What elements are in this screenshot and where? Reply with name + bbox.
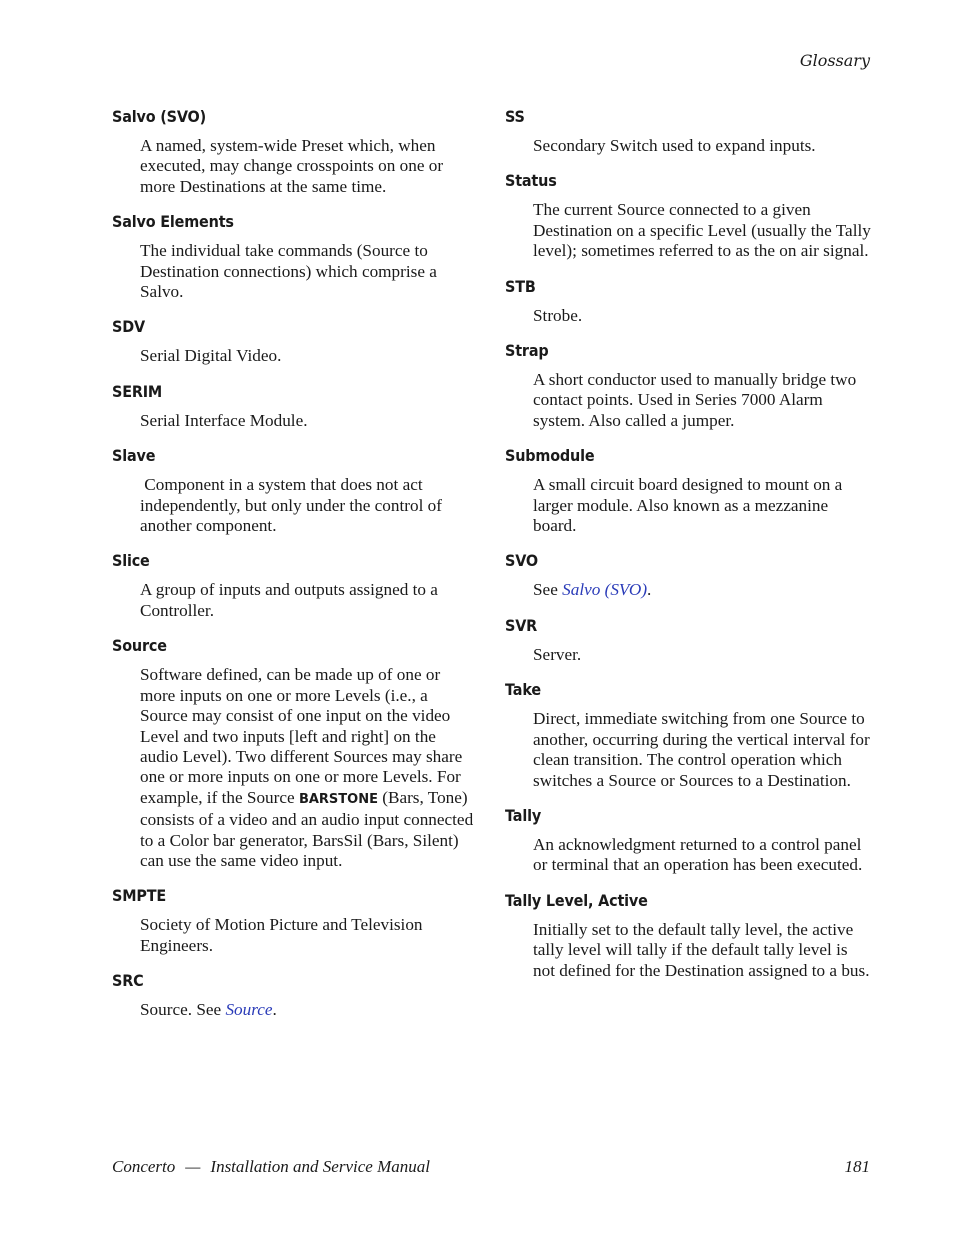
glossary-entry bbox=[505, 340, 873, 431]
glossary-term: Slice bbox=[112, 551, 150, 571]
glossary-term: Strap bbox=[505, 341, 549, 361]
cross-reference-link[interactable]: Source bbox=[225, 1000, 273, 1020]
glossary-entry bbox=[112, 635, 480, 871]
glossary-definition bbox=[140, 1000, 480, 1020]
definition-text: Software defined, can be made up of one or more inputs on one or more Levels (i.e., a Source may consist of one input on the video Level and two inputs [left and right] on the audio Level). Two different Sources may share one or more inputs on one or more Levels. For example, if the Source bbox=[140, 665, 463, 807]
glossary-term: Tally Level, Active bbox=[505, 890, 648, 910]
glossary-definition: Component in a system that does not act independently, but only under the control of another component. bbox=[140, 475, 447, 536]
glossary-term: Submodule bbox=[505, 446, 595, 466]
glossary-entry bbox=[112, 445, 480, 536]
glossary-entry bbox=[112, 211, 480, 302]
glossary-entry bbox=[505, 679, 873, 791]
glossary-entry bbox=[505, 106, 873, 156]
glossary-definition: Strobe. bbox=[533, 305, 583, 325]
glossary-term: Source bbox=[112, 636, 167, 656]
glossary-entry bbox=[505, 890, 873, 981]
glossary-definition: The current Source connected to a given Destination on a specific Level (usually the Tally level); sometimes referred to as the on air signal. bbox=[533, 200, 871, 261]
glossary-entry bbox=[505, 805, 873, 876]
glossary-term: SVR bbox=[505, 615, 538, 635]
glossary-term: Status bbox=[505, 171, 557, 191]
glossary-entry bbox=[112, 316, 480, 366]
glossary-definition: Initially set to the default tally level, the active tally level will tally if the default tally level is not defined for the Destination assigned to a bus. bbox=[533, 919, 870, 980]
glossary-entry bbox=[112, 970, 480, 1020]
glossary-term: SDV bbox=[112, 317, 145, 337]
glossary-entry bbox=[505, 445, 873, 536]
definition-text: Source. See bbox=[140, 1000, 226, 1020]
glossary-term: SMPTE bbox=[112, 886, 167, 906]
glossary-definition: The individual take commands (Source to Destination connections) which comprise a Salvo. bbox=[140, 241, 437, 302]
footer-product: Concerto bbox=[112, 1157, 176, 1176]
glossary-term: Salvo Elements bbox=[112, 212, 234, 232]
running-head: Glossary bbox=[799, 51, 870, 70]
glossary-entry bbox=[112, 381, 480, 431]
glossary-definition: Direct, immediate switching from one Source to another, occurring during the vertical interval for clean transition. The control operation which switches a Source or Sources to a Destination. bbox=[533, 709, 870, 790]
glossary-term: SERIM bbox=[112, 381, 163, 401]
glossary-definition: A small circuit board designed to mount on a larger module. Also known as a mezzanine board. bbox=[533, 475, 843, 536]
glossary-term: SRC bbox=[112, 971, 144, 991]
glossary-term: Slave bbox=[112, 446, 156, 466]
footer-title: Installation and Service Manual bbox=[210, 1157, 430, 1176]
glossary-term: SS bbox=[505, 107, 525, 126]
glossary-definition: Serial Digital Video. bbox=[140, 346, 282, 366]
glossary-entry bbox=[112, 106, 480, 197]
glossary-definition: A short conductor used to manually bridge two contact points. Used in Series 7000 Alarm system. Also called a jumper. bbox=[533, 370, 857, 430]
cross-reference-link[interactable]: Salvo (SVO) bbox=[562, 580, 648, 600]
glossary-term: Tally bbox=[505, 805, 542, 825]
definition-text: . bbox=[272, 1000, 277, 1020]
glossary-definition bbox=[140, 665, 480, 871]
definition-text: (Bars, Tone) consists of a video and an audio input connected to a Color bar generator, BarsSil (Bars, Silent) can use the same video input. bbox=[140, 787, 474, 870]
footer-separator: — bbox=[185, 1157, 201, 1176]
glossary-term: STB bbox=[505, 276, 536, 296]
glossary-definition: An acknowledgment returned to a control panel or terminal that an operation has been executed. bbox=[533, 834, 863, 875]
definition-text: See bbox=[533, 580, 563, 600]
glossary-definition: Serial Interface Module. bbox=[140, 410, 308, 430]
glossary-term: Salvo (SVO) bbox=[112, 107, 207, 126]
glossary-definition bbox=[533, 580, 873, 600]
glossary-entry bbox=[505, 615, 873, 665]
glossary-entry bbox=[505, 550, 873, 600]
glossary-term: SVO bbox=[505, 551, 538, 571]
glossary-entry bbox=[112, 550, 480, 621]
footer-manual-title bbox=[112, 1157, 430, 1177]
page-number: 181 bbox=[844, 1157, 870, 1176]
glossary-entry bbox=[112, 885, 480, 956]
glossary-column-left bbox=[112, 106, 480, 1035]
glossary-term: Take bbox=[505, 680, 541, 700]
glossary-entry bbox=[505, 276, 873, 326]
code-term: BARSTONE bbox=[298, 791, 378, 807]
glossary-definition: Society of Motion Picture and Television Engineers. bbox=[140, 915, 423, 955]
glossary-column-right bbox=[505, 106, 873, 995]
definition-text: . bbox=[647, 580, 652, 600]
glossary-definition: A named, system-wide Preset which, when executed, may change crosspoints on one or more Destinations at the same time. bbox=[140, 136, 444, 196]
glossary-definition: Server. bbox=[533, 644, 582, 664]
glossary-entry bbox=[505, 170, 873, 261]
glossary-definition: A group of inputs and outputs assigned to a Controller. bbox=[140, 580, 438, 620]
page-footer bbox=[112, 1157, 870, 1177]
glossary-definition: Secondary Switch used to expand inputs. bbox=[533, 136, 816, 155]
